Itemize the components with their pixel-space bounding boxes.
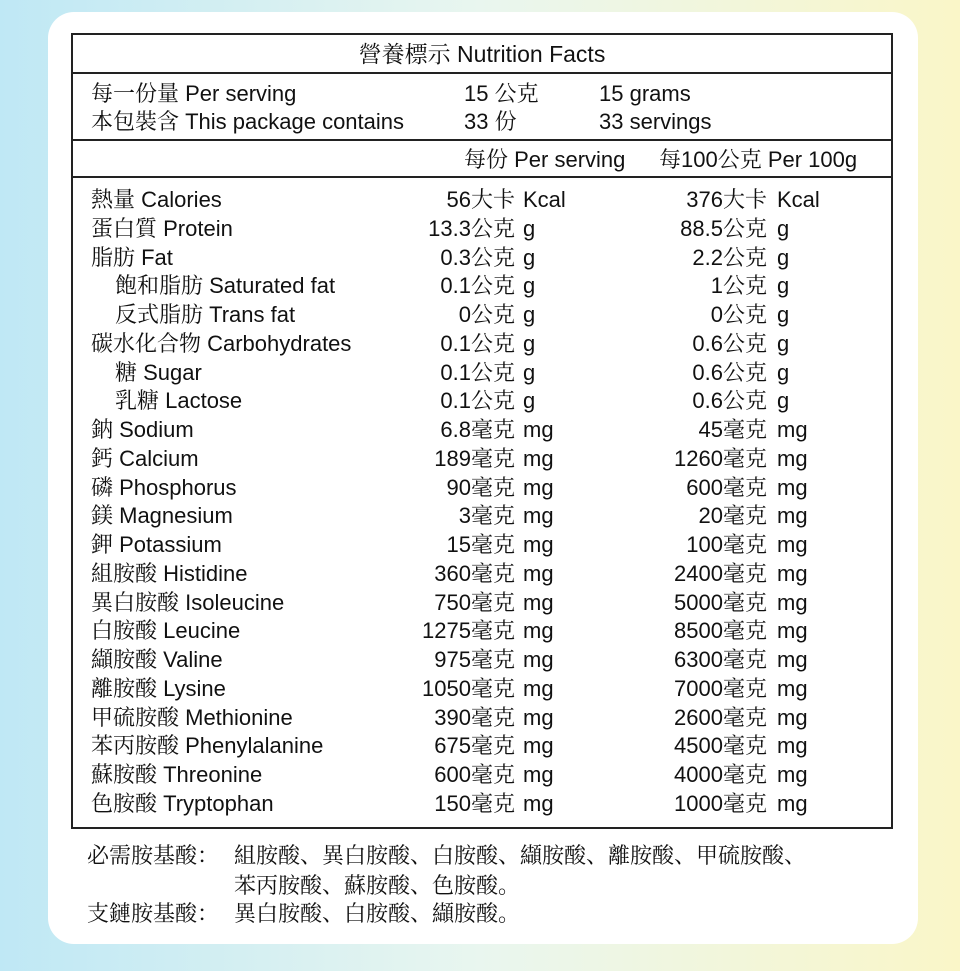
- nutrient-per-100g-value: 0.6公克: [692, 388, 767, 414]
- package-value-en: 33 servings: [599, 109, 712, 134]
- nutrient-per-serving-value: 675毫克: [434, 733, 515, 759]
- nutrient-per-serving-unit: mg: [523, 560, 554, 586]
- nutrient-label: 色胺酸 Tryptophan: [91, 790, 274, 816]
- nutrient-label: 反式脂肪 Trans fat: [115, 302, 296, 327]
- nutrient-per-serving-unit: g: [523, 330, 536, 356]
- essential-amino-acids-label: 必需胺基酸：: [87, 843, 220, 868]
- nutrient-per-serving-value: 0.1公克: [440, 330, 515, 356]
- nutrient-per-100g-value: 2400毫克: [674, 560, 767, 586]
- nutrient-per-serving-unit: mg: [523, 647, 554, 672]
- nutrient-per-serving-value: 13.3公克: [428, 215, 515, 241]
- nutrient-per-serving-value: 189毫克: [434, 445, 515, 471]
- package-label: 本包裝含 This package contains: [91, 109, 405, 134]
- nutrient-per-100g-unit: mg: [777, 417, 808, 442]
- nutrient-per-100g-unit: mg: [777, 618, 808, 644]
- nutrient-per-100g-value: 376大卡: [686, 187, 767, 212]
- nutrient-per-100g-value: 2600毫克: [674, 704, 767, 730]
- nutrient-per-serving-unit: mg: [523, 733, 554, 759]
- divider: [73, 139, 891, 141]
- nutrient-label: 鎂 Magnesium: [91, 503, 233, 529]
- nutrient-label: 鈉 Sodium: [91, 417, 194, 442]
- nutrient-per-serving-unit: g: [523, 302, 536, 327]
- nutrient-per-serving-unit: g: [523, 388, 536, 414]
- nutrient-per-serving-unit: g: [523, 244, 536, 270]
- nutrient-per-serving-unit: mg: [523, 589, 554, 615]
- nutrient-per-100g-unit: mg: [777, 445, 808, 471]
- nutrient-per-100g-unit: g: [777, 215, 790, 241]
- nutrient-per-100g-value: 100毫克: [686, 532, 767, 557]
- nutrient-per-100g-value: 0.6公克: [692, 359, 767, 385]
- nutrient-label: 纈胺酸 Valine: [91, 647, 223, 672]
- nutrient-per-100g-unit: mg: [777, 704, 808, 730]
- nutrient-per-serving-value: 390毫克: [434, 704, 515, 730]
- bcaa-label: 支鏈胺基酸：: [87, 901, 220, 926]
- nutrient-per-100g-unit: mg: [777, 503, 808, 529]
- divider: [73, 176, 891, 178]
- nutrient-label: 熱量 Calories: [91, 187, 222, 212]
- nutrient-per-100g-value: 600毫克: [686, 474, 767, 500]
- nutrient-per-100g-value: 6300毫克: [674, 647, 767, 672]
- nutrition-facts-table: [71, 33, 893, 829]
- nutrient-per-serving-value: 0公克: [458, 302, 515, 327]
- nutrient-label: 糖 Sugar: [115, 359, 202, 385]
- nutrient-per-100g-value: 45毫克: [698, 417, 767, 442]
- nutrient-per-serving-unit: g: [523, 359, 536, 385]
- nutrient-per-serving-value: 90毫克: [446, 474, 515, 500]
- nutrient-per-serving-value: 360毫克: [434, 560, 515, 586]
- per-serving-value-cn: 15 公克: [464, 81, 539, 106]
- nutrient-per-100g-unit: g: [777, 302, 790, 327]
- nutrient-per-100g-unit: mg: [777, 589, 808, 615]
- nutrient-label: 蘇胺酸 Threonine: [91, 762, 263, 787]
- nutrient-per-serving-unit: mg: [523, 618, 554, 644]
- nutrient-per-serving-value: 6.8毫克: [440, 417, 515, 442]
- nutrient-label: 異白胺酸 Isoleucine: [91, 589, 285, 615]
- nutrient-per-serving-value: 750毫克: [434, 589, 515, 615]
- nutrient-per-serving-unit: mg: [523, 417, 554, 442]
- nutrient-per-100g-value: 0.6公克: [692, 330, 767, 356]
- nutrient-label: 鈣 Calcium: [91, 445, 199, 471]
- nutrient-per-100g-unit: g: [777, 273, 790, 299]
- nutrient-per-serving-value: 0.1公克: [440, 273, 515, 299]
- per-serving-value-en: 15 grams: [599, 81, 691, 106]
- nutrient-per-100g-unit: mg: [777, 733, 808, 759]
- nutrient-per-100g-unit: mg: [777, 560, 808, 586]
- nutrient-per-serving-unit: g: [523, 215, 536, 241]
- nutrient-per-100g-value: 5000毫克: [674, 589, 767, 615]
- essential-amino-acids-line-2: 苯丙胺酸、蘇胺酸、色胺酸。: [234, 873, 521, 898]
- nutrient-per-serving-unit: mg: [523, 532, 554, 557]
- nutrient-per-100g-value: 20毫克: [698, 503, 767, 529]
- nutrient-label: 白胺酸 Leucine: [91, 618, 241, 644]
- nutrient-per-100g-unit: mg: [777, 647, 808, 672]
- nutrient-per-100g-value: 1000毫克: [674, 790, 767, 816]
- nutrient-per-serving-unit: mg: [523, 503, 554, 529]
- nutrient-per-100g-unit: Kcal: [777, 187, 820, 212]
- nutrient-per-serving-value: 0.3公克: [440, 244, 515, 270]
- nutrient-per-100g-unit: g: [777, 359, 790, 385]
- nutrient-per-100g-value: 4000毫克: [674, 762, 767, 787]
- bcaa-line: 異白胺酸、白胺酸、纈胺酸。: [234, 901, 521, 926]
- nutrient-label: 鉀 Potassium: [91, 532, 222, 557]
- nutrient-per-serving-unit: g: [523, 273, 536, 299]
- column-header-per-serving: 每份 Per serving: [464, 147, 626, 172]
- nutrient-per-serving-unit: mg: [523, 675, 554, 701]
- nutrient-per-100g-unit: mg: [777, 474, 808, 500]
- nutrient-per-100g-value: 8500毫克: [674, 618, 767, 644]
- nutrient-per-serving-unit: Kcal: [523, 187, 566, 212]
- nutrient-per-100g-value: 1公克: [710, 273, 767, 299]
- nutrient-label: 碳水化合物 Carbohydrates: [91, 330, 352, 356]
- nutrient-per-100g-value: 4500毫克: [674, 733, 767, 759]
- nutrient-per-100g-value: 1260毫克: [674, 445, 767, 471]
- nutrient-per-serving-value: 56大卡: [446, 187, 515, 212]
- essential-amino-acids-line-1: 組胺酸、異白胺酸、白胺酸、纈胺酸、離胺酸、甲硫胺酸、: [234, 843, 807, 868]
- table-title: 營養標示 Nutrition Facts: [358, 41, 606, 67]
- per-serving-label: 每一份量 Per serving: [91, 81, 297, 106]
- nutrient-label: 甲硫胺酸 Methionine: [91, 704, 293, 730]
- nutrient-per-100g-value: 7000毫克: [674, 675, 767, 701]
- nutrient-per-serving-unit: mg: [523, 474, 554, 500]
- divider: [73, 72, 891, 74]
- nutrient-per-serving-unit: mg: [523, 445, 554, 471]
- package-value-cn: 33 份: [464, 109, 517, 134]
- nutrient-per-serving-unit: mg: [523, 762, 554, 787]
- nutrient-per-serving-value: 1275毫克: [422, 618, 515, 644]
- nutrient-per-serving-value: 1050毫克: [422, 675, 515, 701]
- nutrient-per-100g-value: 0公克: [710, 302, 767, 327]
- nutrient-per-serving-value: 0.1公克: [440, 359, 515, 385]
- nutrient-label: 脂肪 Fat: [91, 244, 173, 270]
- nutrient-per-100g-unit: g: [777, 330, 790, 356]
- nutrient-per-100g-unit: mg: [777, 762, 808, 787]
- nutrient-per-serving-value: 150毫克: [434, 790, 515, 816]
- nutrient-label: 組胺酸 Histidine: [91, 560, 248, 586]
- nutrient-per-100g-unit: g: [777, 244, 790, 270]
- nutrient-per-serving-unit: mg: [523, 790, 554, 816]
- nutrient-per-100g-unit: mg: [777, 675, 808, 701]
- nutrient-per-100g-value: 2.2公克: [692, 244, 767, 270]
- nutrient-label: 蛋白質 Protein: [91, 215, 233, 241]
- nutrient-label: 乳糖 Lactose: [115, 388, 243, 414]
- nutrient-per-serving-value: 600毫克: [434, 762, 515, 787]
- nutrient-per-100g-value: 88.5公克: [680, 215, 767, 241]
- nutrient-per-100g-unit: g: [777, 388, 790, 414]
- nutrient-per-serving-value: 3毫克: [458, 503, 515, 529]
- nutrient-per-serving-value: 975毫克: [434, 647, 515, 672]
- nutrient-per-serving-value: 0.1公克: [440, 388, 515, 414]
- nutrient-per-100g-unit: mg: [777, 532, 808, 557]
- nutrient-label: 磷 Phosphorus: [91, 474, 237, 500]
- nutrient-per-serving-unit: mg: [523, 704, 554, 730]
- nutrient-label: 飽和脂肪 Saturated fat: [115, 273, 336, 299]
- column-header-per-100g: 每100公克 Per 100g: [659, 147, 858, 172]
- nutrient-label: 離胺酸 Lysine: [91, 675, 226, 701]
- nutrient-per-serving-value: 15毫克: [446, 532, 515, 557]
- nutrient-label: 苯丙胺酸 Phenylalanine: [91, 733, 324, 759]
- nutrient-per-100g-unit: mg: [777, 790, 808, 816]
